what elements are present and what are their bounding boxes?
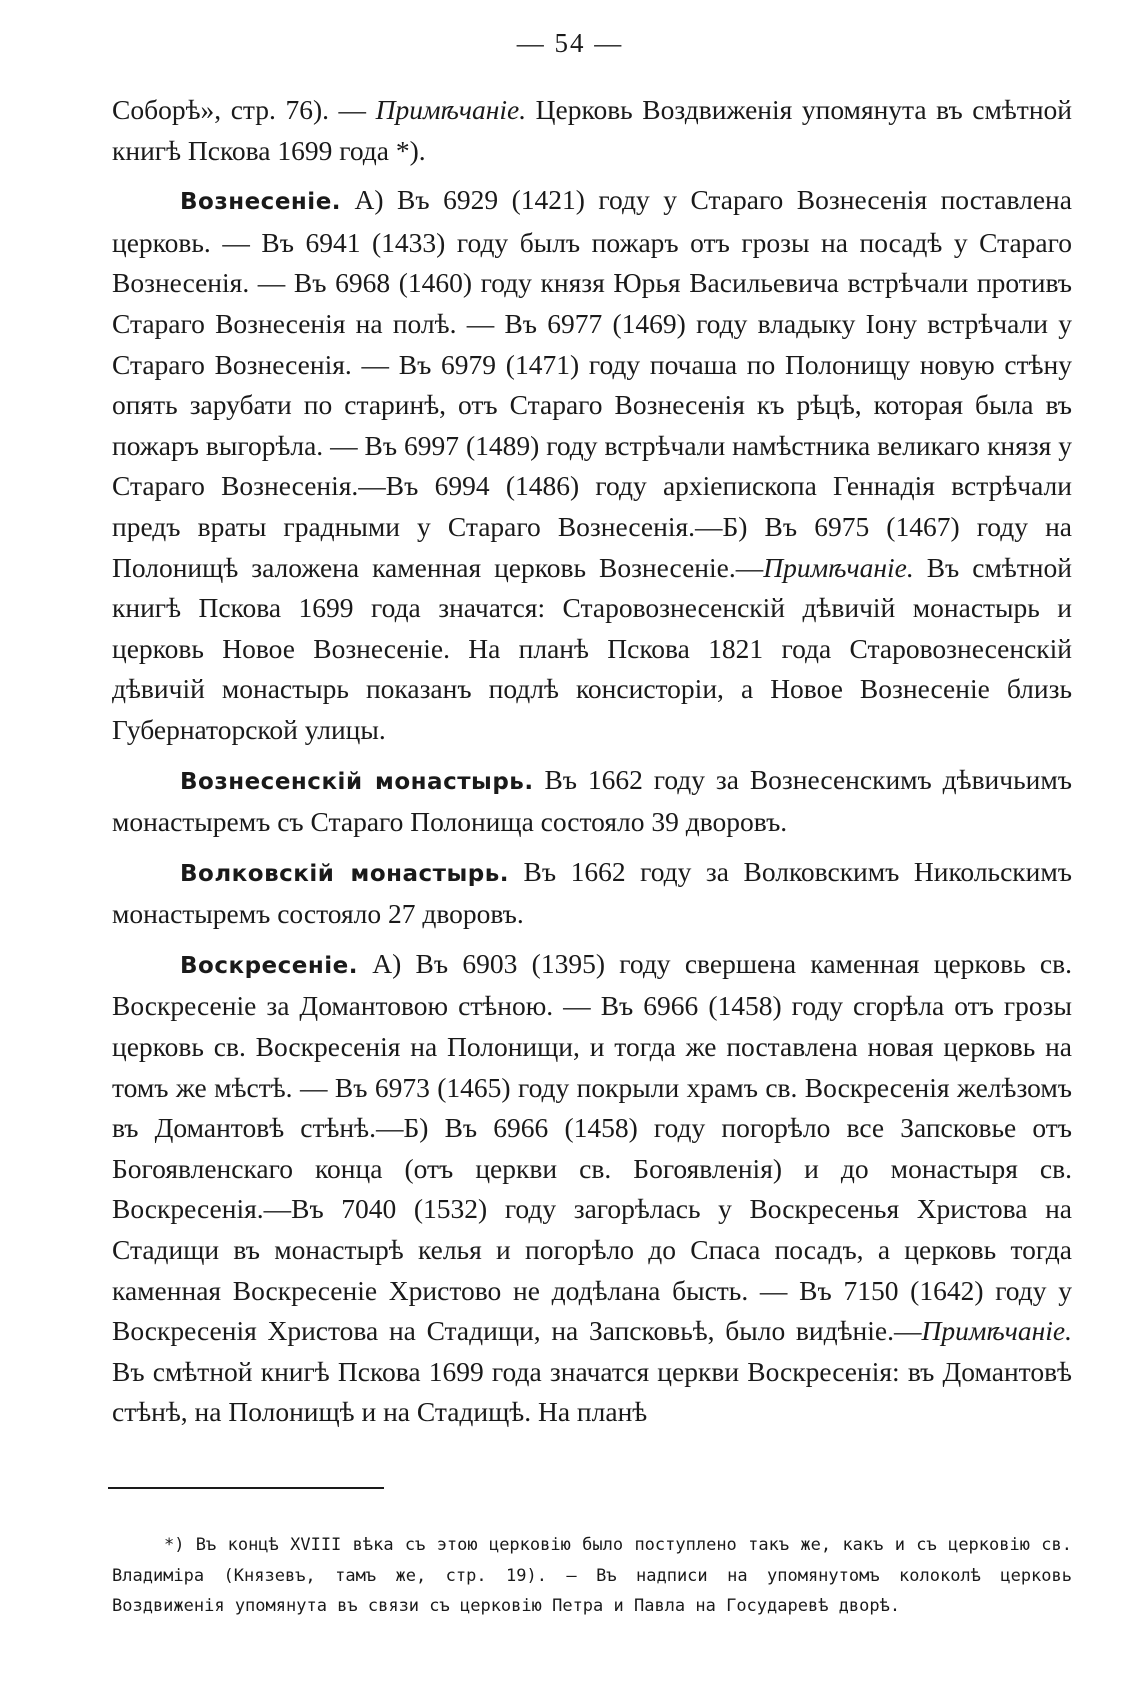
main-text [112, 90, 1072, 1433]
entry-heading: Воскресеніе. [180, 952, 358, 979]
entry-heading: Вознесеніе. [180, 189, 342, 216]
text-segment: А) Въ 6929 (1421) году у Стараго Вознесенія поставлена церковь. — Въ 6941 (1433) году былъ пожаръ отъ грозы на посадѣ у Стараго Вознесенія. — Въ 6968 (1460) году князя Юрья Васильевича встрѣчали противъ Стараго Вознесенія на полѣ. — Въ 6977 (1469) году владыку Іону встрѣчали у Стараго Вознесенія. — Въ 6979 (1471) году почаша по Полонищу новую стѣну опять зарубати по старинѣ, отъ Стараго Вознесенія къ рѣцѣ, которая была въ пожаръ выгорѣла. — Въ 6997 (1489) году встрѣчали намѣстника великаго князя у Стараго Вознесенія.—Въ 6994 (1486) году архіепископа Геннадія встрѣчали предъ враты градными у Стараго Вознесенія.—Б) Въ 6975 (1467) году на Полонищѣ заложена каменная церковь Вознесеніе.— [112, 184, 1072, 583]
text-segment: Въ смѣтной книгѣ Пскова 1699 года значатся церкви Воскресенія: въ Домантовѣ стѣнѣ, на Полонищѣ и на Стадищѣ. На планѣ [112, 1355, 1072, 1428]
paragraph-continuation [112, 90, 1072, 171]
entry-volkovsky-monastery [112, 852, 1072, 935]
text-segment: Въ смѣтной книгѣ Пскова 1699 года значатся: Старовознесенскій дѣвичій монастырь и церковь Новое Вознесеніе. На планѣ Пскова 1821 года Старовознесенскій дѣвичій монастырь показанъ подлѣ консисторіи, а Новое Вознесеніе близь Губернаторской улицы. [112, 551, 1072, 745]
footnote: *) Въ концѣ XVIII вѣка съ этою церковію было поступлено такъ же, какъ и съ церковію св. Владиміра (Князевъ, тамъ же, стр. 19). — Въ надписи на упомянутомъ колоколѣ церковь Воздвиженія упомянута въ связи съ церковію Петра и Павла на Государевѣ дворѣ. [112, 1535, 1072, 1616]
text-segment: А) Въ 6903 (1395) году свершена каменная церковь св. Воскресеніе за Домантовою стѣною. — Въ 6966 (1458) году сгорѣла отъ грозы церковь св. Воскресенія на Полонищи, и тогда же поставлена новая церковь на томъ же мѣстѣ. — Въ 6973 (1465) году покрыли храмъ св. Воскресенія желѣзомъ въ Домантовѣ стѣнѣ.—Б) Въ 6966 (1458) году погорѣло все Запсковье отъ Богоявленскаго конца (отъ церкви св. Богоявленія) и до монастыря св. Воскресенія.—Въ 7040 (1532) году загорѣлась у Воскресенья Христова на Стадищи въ монастырѣ келья и погорѣло до Спаса посадъ, а церковь тогда каменная Воскресеніе Христово не додѣлана бысть. — Въ 7150 (1642) году у Воскресенія Христова на Стадищи, на Запсковьѣ, было видѣніе.— [112, 947, 1072, 1347]
entry-voznesensky-monastery [112, 760, 1072, 843]
text-segment: Соборѣ», стр. 76). — [112, 94, 376, 125]
footnote-divider [108, 1487, 384, 1489]
text-segment: Въ 1662 году за Вознесенскимъ дѣвичьимъ монастыремъ съ Стараго Полонища состояло 39 дворовъ. [112, 763, 1072, 838]
text-segment: Въ 1662 году за Волковскимъ Никольскимъ монастыремъ состояло 27 дворовъ. [112, 855, 1072, 930]
note-label: Примѣчаніе. [921, 1315, 1072, 1347]
entry-voznesenie [112, 180, 1072, 750]
entry-heading: Вознесенскій монастырь. [180, 768, 534, 795]
entry-heading: Волковскій монастырь. [180, 860, 510, 887]
page-number: — 54 — [516, 28, 624, 58]
note-label: Примѣчаніе. [763, 551, 914, 583]
note-label: Примѣчаніе. [375, 94, 527, 125]
entry-voskresenie [112, 944, 1072, 1433]
text-segment: Церковь Воздвиженія упомянута въ смѣтной книгѣ Пскова 1699 года *). [112, 94, 1073, 166]
